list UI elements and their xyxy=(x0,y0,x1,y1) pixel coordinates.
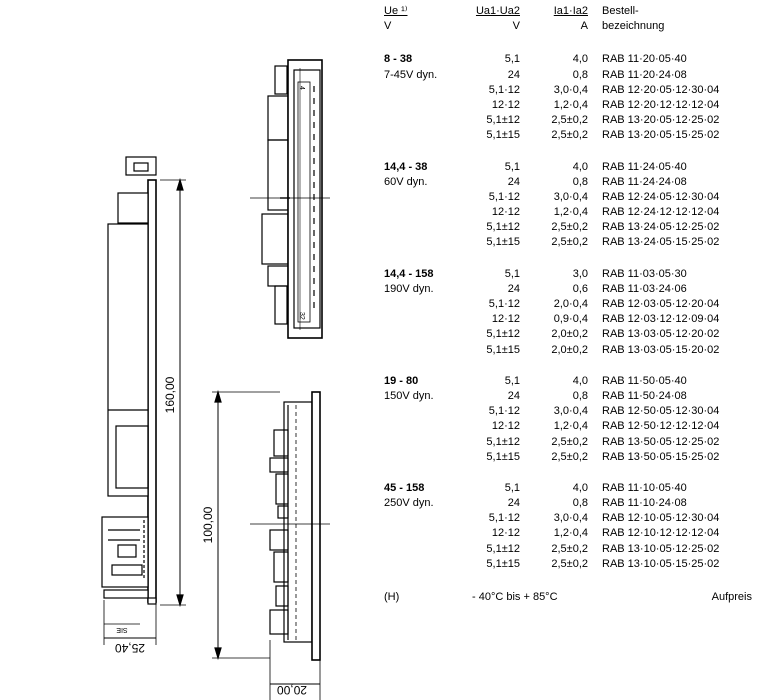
output-voltage: 12·12 xyxy=(491,206,520,219)
output-current: 2,5±0,2 xyxy=(551,221,588,234)
output-voltage: 5,1 xyxy=(504,160,520,173)
table-row xyxy=(384,220,756,235)
output-voltage: 24 xyxy=(507,497,520,510)
order-code: RAB 11·10·05·40 xyxy=(602,481,687,494)
order-code: RAB 13·50·05·12·25·02 xyxy=(602,435,720,448)
table-row xyxy=(384,435,756,450)
output-voltage: 24 xyxy=(507,68,520,81)
output-current: 3,0·0,4 xyxy=(553,190,588,203)
temperature-range: - 40°C bis + 85°C xyxy=(472,591,558,604)
output-current: 0,8 xyxy=(572,68,588,81)
empty-cell xyxy=(384,343,454,358)
order-code: RAB 13·10·05·12·25·02 xyxy=(602,542,720,555)
empty-cell xyxy=(384,190,454,205)
output-voltage: 5,1±15 xyxy=(486,450,520,463)
spec-table xyxy=(384,4,756,605)
empty-cell xyxy=(384,435,454,450)
output-voltage: 5,1 xyxy=(504,374,520,387)
empty-cell xyxy=(384,419,454,434)
output-voltage: 12·12 xyxy=(491,313,520,326)
output-current: 1,2·0,4 xyxy=(553,98,588,111)
output-current: 3,0 xyxy=(572,267,588,280)
output-current: 0,8 xyxy=(572,389,588,402)
output-voltage: 24 xyxy=(507,175,520,188)
dynamic-rating: 60V dyn. xyxy=(384,175,428,188)
output-voltage: 5,1±15 xyxy=(486,343,520,356)
table-row xyxy=(384,68,756,83)
product-group xyxy=(384,160,756,251)
table-row xyxy=(384,128,756,143)
input-range: 14,4 - 38 xyxy=(384,160,428,173)
output-current: 2,5±0,2 xyxy=(551,129,588,142)
output-voltage: 5,1±15 xyxy=(486,129,520,142)
order-code: RAB 12·24·05·12·30·04 xyxy=(602,190,720,203)
dim-small-side: SIE xyxy=(116,626,128,633)
order-code: RAB 13·20·05·15·25·02 xyxy=(602,129,720,142)
order-code: RAB 13·50·05·15·25·02 xyxy=(602,450,720,463)
order-code: RAB 13·03·05·15·20·02 xyxy=(602,343,720,356)
order-code: RAB 12·10·12·12·12·04 xyxy=(602,527,720,540)
dynamic-rating: 190V dyn. xyxy=(384,282,434,295)
table-row xyxy=(384,282,756,297)
output-voltage: 12·12 xyxy=(491,420,520,433)
table-row xyxy=(384,327,756,342)
table-row xyxy=(384,267,756,282)
connector-view xyxy=(250,60,330,338)
footer-row xyxy=(384,590,756,605)
output-current: 2,0±0,2 xyxy=(551,343,588,356)
table-row xyxy=(384,557,756,572)
col-order-code: Bestell- bezeichnung xyxy=(602,5,665,33)
dynamic-rating: 150V dyn. xyxy=(384,389,434,402)
output-current: 2,5±0,2 xyxy=(551,236,588,249)
table-row xyxy=(384,190,756,205)
output-current: 2,5±0,2 xyxy=(551,114,588,127)
table-row xyxy=(384,98,756,113)
dim-height-side: 160,00 xyxy=(163,376,177,414)
table-row xyxy=(384,235,756,250)
output-voltage: 5,1·12 xyxy=(488,512,520,525)
col-input-voltage: Ue ¹⁾ V xyxy=(384,5,408,33)
empty-cell xyxy=(384,83,454,98)
order-code: RAB 12·20·12·12·12·04 xyxy=(602,98,720,111)
dim-depth-side: 25,40 xyxy=(114,641,146,655)
empty-cell xyxy=(384,113,454,128)
table-row xyxy=(384,404,756,419)
product-group xyxy=(384,374,756,465)
table-row xyxy=(384,542,756,557)
output-current: 0,9·0,4 xyxy=(553,313,588,326)
table-row xyxy=(384,312,756,327)
output-voltage: 5,1±12 xyxy=(486,114,520,127)
order-code: RAB 12·03·05·12·20·04 xyxy=(602,298,720,311)
dynamic-rating: 7-45V dyn. xyxy=(384,68,438,81)
output-voltage: 5,1·12 xyxy=(488,190,520,203)
output-current: 0,8 xyxy=(572,497,588,510)
order-code: RAB 13·10·05·15·25·02 xyxy=(602,557,720,570)
order-code: RAB 13·03·05·12·20·02 xyxy=(602,328,720,341)
table-row xyxy=(384,343,756,358)
order-code: RAB 11·24·05·40 xyxy=(602,160,687,173)
table-row xyxy=(384,160,756,175)
output-current: 4,0 xyxy=(572,53,588,66)
empty-cell xyxy=(384,526,454,541)
table-row xyxy=(384,175,756,190)
output-current: 2,0±0,2 xyxy=(551,328,588,341)
order-code: RAB 12·10·05·12·30·04 xyxy=(602,512,720,525)
order-code: RAB 12·50·12·12·12·04 xyxy=(602,420,720,433)
table-row xyxy=(384,374,756,389)
pin-label-top: 4 xyxy=(298,86,305,90)
product-group xyxy=(384,52,756,143)
input-range: 45 - 158 xyxy=(384,481,425,494)
empty-cell xyxy=(384,297,454,312)
table-row xyxy=(384,52,756,67)
empty-cell xyxy=(384,128,454,143)
empty-cell xyxy=(384,312,454,327)
order-code: RAB 13·24·05·12·25·02 xyxy=(602,221,720,234)
empty-cell xyxy=(384,450,454,465)
empty-cell xyxy=(384,205,454,220)
table-row xyxy=(384,205,756,220)
order-code: RAB 11·20·05·40 xyxy=(602,53,687,66)
empty-cell xyxy=(384,557,454,572)
output-voltage: 5,1·12 xyxy=(488,405,520,418)
surcharge-note: Aufpreis xyxy=(711,591,752,604)
product-group xyxy=(384,481,756,572)
empty-cell xyxy=(384,542,454,557)
table-row xyxy=(384,83,756,98)
table-row xyxy=(384,526,756,541)
order-code: RAB 11·20·24·08 xyxy=(602,68,687,81)
dynamic-rating: 250V dyn. xyxy=(384,497,434,510)
output-voltage: 5,1±12 xyxy=(486,221,520,234)
output-voltage: 24 xyxy=(507,389,520,402)
output-current: 1,2·0,4 xyxy=(553,527,588,540)
output-voltage: 5,1±12 xyxy=(486,435,520,448)
output-voltage: 5,1±15 xyxy=(486,557,520,570)
order-code: RAB 12·24·12·12·12·04 xyxy=(602,206,720,219)
table-row xyxy=(384,511,756,526)
table-row xyxy=(384,481,756,496)
output-voltage: 5,1 xyxy=(504,53,520,66)
output-current: 3,0·0,4 xyxy=(553,512,588,525)
output-current: 2,5±0,2 xyxy=(551,450,588,463)
empty-cell xyxy=(384,98,454,113)
output-current: 0,8 xyxy=(572,175,588,188)
output-voltage: 24 xyxy=(507,282,520,295)
empty-cell xyxy=(384,511,454,526)
order-code: RAB 11·24·24·08 xyxy=(602,175,687,188)
output-current: 2,5±0,2 xyxy=(551,542,588,555)
order-code: RAB 11·10·24·08 xyxy=(602,497,687,510)
output-current: 3,0·0,4 xyxy=(553,405,588,418)
output-voltage: 5,1±15 xyxy=(486,236,520,249)
pin-label-bottom: 32 xyxy=(298,312,305,320)
output-voltage: 5,1±12 xyxy=(486,328,520,341)
table-row xyxy=(384,297,756,312)
output-voltage: 12·12 xyxy=(491,98,520,111)
order-code: RAB 12·20·05·12·30·04 xyxy=(602,83,720,96)
order-code: RAB 11·03·05·30 xyxy=(602,267,687,280)
output-current: 1,2·0,4 xyxy=(553,420,588,433)
order-code: RAB 13·20·05·12·25·02 xyxy=(602,114,720,127)
input-range: 14,4 - 158 xyxy=(384,267,434,280)
order-code: RAB 11·50·24·08 xyxy=(602,389,687,402)
empty-cell xyxy=(384,220,454,235)
table-row xyxy=(384,419,756,434)
order-code: RAB 11·03·24·06 xyxy=(602,282,687,295)
table-row xyxy=(384,496,756,511)
output-voltage: 5,1 xyxy=(504,267,520,280)
input-range: 8 - 38 xyxy=(384,53,413,66)
output-voltage: 5,1·12 xyxy=(488,298,520,311)
product-group xyxy=(384,267,756,358)
dim-height-front: 100,00 xyxy=(201,506,215,544)
order-code: RAB 13·24·05·15·25·02 xyxy=(602,236,720,249)
output-current: 2,0·0,4 xyxy=(553,298,588,311)
output-current: 0,6 xyxy=(572,282,588,295)
output-current: 2,5±0,2 xyxy=(551,435,588,448)
output-current: 4,0 xyxy=(572,481,588,494)
output-voltage: 12·12 xyxy=(491,527,520,540)
empty-cell xyxy=(384,327,454,342)
col-output-voltage: Ua1·Ua2 V xyxy=(475,5,520,33)
output-current: 1,2·0,4 xyxy=(553,206,588,219)
dim-width-front: 20,00 xyxy=(276,683,308,697)
empty-cell xyxy=(384,235,454,250)
output-current: 3,0·0,4 xyxy=(553,83,588,96)
table-row xyxy=(384,389,756,404)
output-voltage: 5,1±12 xyxy=(486,542,520,555)
col-output-current: Ia1·Ia2 A xyxy=(553,5,588,33)
output-current: 4,0 xyxy=(572,374,588,387)
table-row xyxy=(384,450,756,465)
order-code: RAB 12·03·12·12·09·04 xyxy=(602,313,720,326)
order-code: RAB 11·50·05·40 xyxy=(602,374,687,387)
output-voltage: 5,1·12 xyxy=(488,83,520,96)
output-voltage: 5,1 xyxy=(504,481,520,494)
empty-cell xyxy=(384,404,454,419)
output-current: 2,5±0,2 xyxy=(551,557,588,570)
table-header xyxy=(384,4,756,34)
option-code: (H) xyxy=(384,591,400,604)
input-range: 19 - 80 xyxy=(384,374,419,387)
output-current: 4,0 xyxy=(572,160,588,173)
table-row xyxy=(384,113,756,128)
front-view xyxy=(212,392,330,700)
order-code: RAB 12·50·05·12·30·04 xyxy=(602,405,720,418)
